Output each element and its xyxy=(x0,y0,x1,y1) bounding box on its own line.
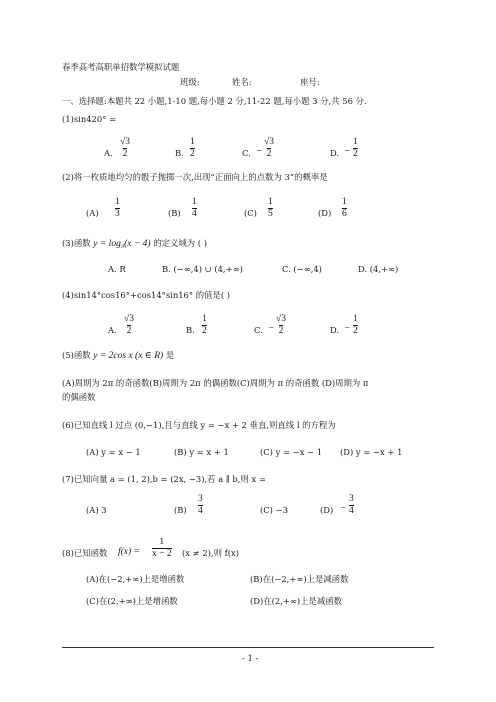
question-4-stem: (4)sin14°cos16°+cos14°sin16° 的值是( ) xyxy=(62,290,231,300)
option-d: (D) y = −x + 1 xyxy=(340,447,403,457)
option-c-label: C. xyxy=(242,148,251,158)
page-title: 春季高考高职单招数学模拟试题 xyxy=(62,62,180,72)
option-c: (C)在(2,+∞)上是增函数 xyxy=(86,596,178,606)
option-d-label: D. xyxy=(330,325,340,335)
option-c: (C) −3 xyxy=(260,505,288,515)
option-d: (D)在(2,+∞)上是减函数 xyxy=(250,596,343,606)
option-b-fraction: $\frac{1}{2}$ xyxy=(190,137,195,159)
option-c-label: C. xyxy=(254,325,263,335)
stem-fraction: $\frac{1}{x - 2}$ xyxy=(152,537,172,559)
option-c-sign: − xyxy=(256,147,263,157)
footer-divider xyxy=(62,647,434,648)
option-b-label: (B) xyxy=(168,208,181,218)
stem-condition: (x ≠ 2),则 f(x) xyxy=(182,548,239,558)
stem-function: f(x) = xyxy=(118,547,140,557)
stem-post: 是 xyxy=(165,350,175,360)
page-number: - 1 - xyxy=(242,653,259,663)
option-a: A. R xyxy=(108,264,126,274)
option-b-fraction: $\frac{3}{4}$ xyxy=(198,494,203,516)
question-5-options-continued: 的偶函数 xyxy=(62,392,96,402)
option-a: (A) 3 xyxy=(86,505,107,515)
option-d: D. (4,+∞) xyxy=(358,264,399,274)
class-label: 班级: xyxy=(180,77,200,87)
question-6-stem: (6)已知直线 l 过点 (0,−1),且与直线 y = −x + 2 垂直,则直线 l 的方程为 xyxy=(62,420,336,430)
option-d-sign: − xyxy=(340,504,347,514)
option-a: (A)在(−2,+∞)上是增函数 xyxy=(86,574,185,584)
option-b: B. (−∞,4) ∪ (4,+∞) xyxy=(162,264,243,274)
option-a: (A) y = x − 1 xyxy=(86,447,141,457)
option-c: C. (−∞,4) xyxy=(282,264,322,274)
option-a-fraction: $\frac{√3}{2}$ xyxy=(120,137,130,159)
option-a-label: (A) xyxy=(86,208,99,218)
question-5-options: (A)周期为 2π 的奇函数(B)周期为 2π 的偶函数(C)周期为 π 的奇函数 (D)周期为 π xyxy=(62,378,369,388)
option-d-fraction: $\frac{1}{2}$ xyxy=(353,314,358,336)
stem-formula: y = log₃(x − 4) xyxy=(93,239,151,249)
stem-pre: (5)函数 xyxy=(62,350,91,360)
option-d-fraction: $\frac{1}{6}$ xyxy=(342,197,347,219)
option-d-fraction: $\frac{1}{2}$ xyxy=(353,137,358,159)
option-d-sign: − xyxy=(344,324,351,334)
stem-pre: (8)已知函数 xyxy=(62,548,108,558)
option-b-label: B. xyxy=(186,325,195,335)
option-c: (C) y = −x − 1 xyxy=(260,447,323,457)
option-b: (B)在(−2,+∞)上是减函数 xyxy=(250,574,349,584)
option-c-label: (C) xyxy=(244,208,257,218)
seat-label: 座号: xyxy=(300,77,320,87)
option-b-fraction: $\frac{1}{2}$ xyxy=(202,314,207,336)
option-a-label: A. xyxy=(104,148,113,158)
option-b: (B) y = x + 1 xyxy=(174,447,229,457)
question-7-stem: (7)已知向量 a = (1, 2),b = (2x, −3),若 a ∥ b,则 x = xyxy=(62,474,266,484)
question-1-stem: (1)sin420° = xyxy=(62,114,117,124)
option-b-fraction: $\frac{1}{4}$ xyxy=(192,197,197,219)
option-c-sign: − xyxy=(268,324,275,334)
name-label: 姓名: xyxy=(232,77,252,87)
option-c-fraction: $\frac{√3}{2}$ xyxy=(264,137,274,159)
option-c-fraction: $\frac{√3}{2}$ xyxy=(276,314,286,336)
option-b-label: (B) xyxy=(174,505,187,515)
option-c-fraction: $\frac{1}{5}$ xyxy=(268,197,273,219)
option-d-label: D. xyxy=(330,148,340,158)
option-a-label: A. xyxy=(108,325,117,335)
option-d-fraction: $\frac{3}{4}$ xyxy=(349,494,354,516)
stem-post: 的定义域为 ( ) xyxy=(153,238,207,248)
option-d-label: (D) xyxy=(320,505,334,515)
option-d-label: (D) xyxy=(318,208,332,218)
question-5-stem xyxy=(62,350,174,362)
stem-pre: (3)函数 xyxy=(62,238,91,248)
option-a-fraction: $\frac{√3}{2}$ xyxy=(124,314,134,336)
option-b-label: B. xyxy=(175,148,184,158)
stem-formula: y = 2cos x (x ∈ R) xyxy=(93,351,164,361)
option-a-fraction: $\frac{1}{3}$ xyxy=(115,197,120,219)
section-heading: 一、选择题:本题共 22 小题,1-10 题,每小题 2 分,11-22 题,每小题 3 分,共 56 分. xyxy=(62,96,367,106)
option-d-sign: − xyxy=(344,147,351,157)
question-3-stem xyxy=(62,238,207,250)
question-2-stem: (2)将一枚质地均匀的骰子抛掷一次,出现“正面向上的点数为 3”的概率是 xyxy=(62,172,328,182)
